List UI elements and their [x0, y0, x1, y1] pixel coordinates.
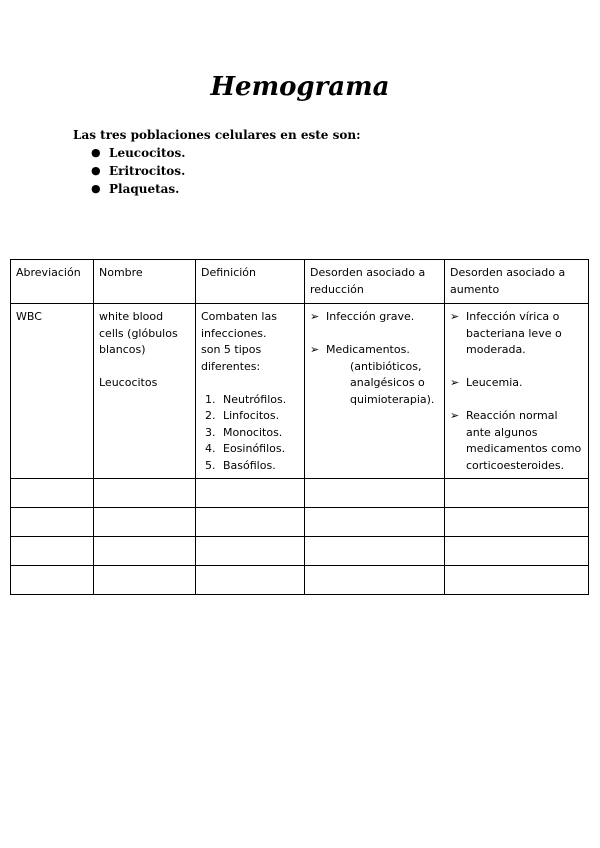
- header-name: Nombre: [94, 260, 196, 304]
- wbc-types-list: [201, 392, 299, 475]
- list-item: ➢ Infección grave.: [310, 309, 439, 326]
- header-definition: Definición: [196, 260, 305, 304]
- name-text: white blood cells (glóbulos blancos): [99, 310, 178, 356]
- cell-definition: [196, 304, 305, 479]
- bullet-icon: ●: [91, 146, 101, 159]
- arrow-bullet-icon: ➢: [450, 376, 460, 389]
- list-item: 1. Neutrófilos.: [205, 392, 287, 406]
- cell-increase: [445, 304, 589, 479]
- intro-text: Las tres poblaciones celulares en este son:: [73, 128, 361, 142]
- definition-types-intro: son 5 tipos diferentes:: [201, 343, 262, 373]
- table-row: [11, 566, 589, 595]
- definition-text: Combaten las infecciones.: [201, 310, 277, 340]
- list-item: 4. Eosinófilos.: [205, 442, 286, 455]
- list-item: ➢ Leucemia.: [450, 375, 583, 392]
- header-abbreviation: Abreviación: [11, 260, 94, 304]
- header-increase: Desorden asociado a aumento: [445, 260, 589, 304]
- list-item: ➢ Medicamentos.: [310, 342, 439, 359]
- list-item: ● Leucocitos.: [91, 146, 186, 160]
- table-row: [11, 537, 589, 566]
- cell-abbreviation: WBC: [11, 304, 94, 479]
- intro-section: [73, 126, 361, 198]
- list-item: 2. Linfocitos.: [205, 409, 280, 422]
- page-title: Hemograma: [210, 72, 390, 102]
- table-header-row: [11, 260, 589, 304]
- table-row: [11, 304, 589, 479]
- header-reduction: Desorden asociado a reducción: [305, 260, 445, 304]
- list-item: 5. Basófilos.: [205, 458, 276, 472]
- cell-reduction: [305, 304, 445, 479]
- arrow-bullet-icon: ➢: [310, 343, 320, 356]
- name-alt-text: Leucocitos: [99, 376, 158, 389]
- blood-count-table: [10, 259, 589, 595]
- list-item: ● Eritrocitos.: [91, 164, 186, 178]
- cell-name: [94, 304, 196, 479]
- arrow-bullet-icon: ➢: [450, 409, 460, 422]
- table-row: [11, 508, 589, 537]
- list-item: ➢ Reacción normal ante algunos medicamentos como corticoesteroides.: [450, 408, 583, 474]
- increase-list: [450, 309, 583, 359]
- bullet-icon: ●: [91, 164, 101, 177]
- reduction-note: (antibióticos, analgésicos o quimioterapia).: [350, 359, 435, 406]
- arrow-bullet-icon: ➢: [310, 310, 320, 323]
- list-item: ● Plaquetas.: [91, 182, 180, 196]
- list-item: 3. Monocitos.: [205, 425, 283, 439]
- cell-population-list: [73, 144, 361, 198]
- arrow-bullet-icon: ➢: [450, 310, 460, 323]
- reduction-list: [310, 309, 439, 326]
- bullet-icon: ●: [91, 182, 101, 195]
- table-row: [11, 479, 589, 508]
- list-item: ➢ Infección vírica o bacteriana leve o moderada.: [450, 309, 583, 359]
